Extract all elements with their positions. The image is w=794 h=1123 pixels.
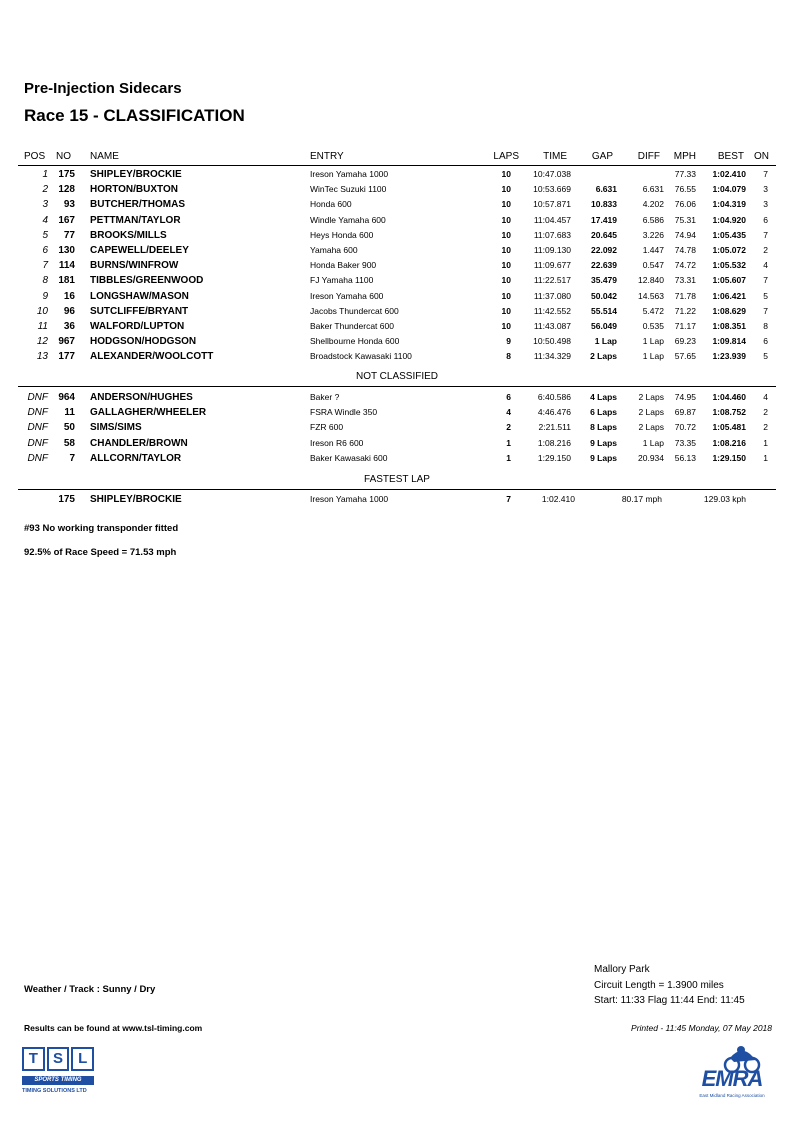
cell-on: 7 <box>763 305 768 316</box>
cell-pos: 13 <box>36 351 48 363</box>
cell-name: PETTMAN/TAYLOR <box>90 214 181 226</box>
cell-gap: 20.645 <box>591 229 617 240</box>
table-row <box>0 245 794 260</box>
cell-no: 7 <box>69 452 75 464</box>
cell-diff: 2 Laps <box>638 422 664 433</box>
race-times: Start: 11:33 Flag 11:44 End: 11:45 <box>594 995 745 1006</box>
cell-mph: 56.13 <box>674 452 696 463</box>
weather-track: Weather / Track : Sunny / Dry <box>24 984 156 995</box>
cell-diff: 0.547 <box>642 260 664 271</box>
cell-no: 50 <box>63 422 75 434</box>
cell-time: 11:43.087 <box>533 321 571 331</box>
cell-time: 6:40.586 <box>537 392 571 402</box>
cell-diff: 14.563 <box>638 290 664 301</box>
cell-on: 3 <box>763 199 768 210</box>
cell-time: 11:42.552 <box>533 305 571 316</box>
fastest-lap-kph: 129.03 kph <box>703 494 746 504</box>
cell-no: 96 <box>63 305 75 317</box>
cell-pos: DNF <box>27 392 48 403</box>
cell-laps: 1 <box>506 452 511 463</box>
cell-mph: 71.22 <box>674 305 696 316</box>
cell-time: 11:34.329 <box>533 351 571 362</box>
cell-entry: FSRA Windle 350 <box>310 407 378 418</box>
cell-laps: 10 <box>501 260 511 271</box>
cell-no: 175 <box>58 169 75 180</box>
cell-pos: 2 <box>42 184 48 196</box>
cell-entry: Baker Thundercat 600 <box>310 321 394 331</box>
cell-on: 3 <box>763 184 768 195</box>
header-time: TIME <box>543 151 567 162</box>
cell-pos: 11 <box>37 321 48 332</box>
cell-name: TIBBLES/GREENWOOD <box>90 275 204 287</box>
table-row <box>0 275 794 290</box>
cell-best: 1:04.079 <box>712 184 746 195</box>
table-row <box>0 260 794 275</box>
cell-name: HODGSON/HODGSON <box>90 336 197 348</box>
cell-mph: 75.31 <box>674 214 696 225</box>
venue: Mallory Park <box>594 964 650 975</box>
cell-gap: 22.092 <box>591 245 617 255</box>
cell-best: 1:05.481 <box>712 422 746 433</box>
cell-no: 167 <box>58 214 75 226</box>
cell-on: 4 <box>763 392 768 402</box>
cell-diff: 20.934 <box>638 452 664 463</box>
cell-entry: Baker Kawasaki 600 <box>310 452 388 463</box>
cell-pos: 12 <box>36 336 48 348</box>
cell-time: 11:04.457 <box>533 214 571 225</box>
cell-on: 2 <box>763 407 768 418</box>
cell-name: LONGSHAW/MASON <box>90 290 189 302</box>
cell-on: 2 <box>763 422 768 433</box>
cell-pos: 6 <box>42 245 48 256</box>
emra-wordmark: EMRA <box>701 1066 763 1091</box>
fastest-lap-no: 175 <box>58 494 75 505</box>
cell-best: 1:09.814 <box>712 336 746 347</box>
emra-logo <box>690 1044 774 1102</box>
cell-diff: 12.840 <box>638 275 664 286</box>
cell-laps: 10 <box>501 275 511 286</box>
cell-entry: WinTec Suzuki 1100 <box>310 184 387 195</box>
cell-name: BUTCHER/THOMAS <box>90 199 185 211</box>
cell-gap: 22.639 <box>591 260 617 271</box>
cell-laps: 6 <box>506 392 511 402</box>
cell-gap: 1 Lap <box>594 336 617 347</box>
cell-laps: 10 <box>501 305 511 316</box>
header-gap: GAP <box>591 151 613 162</box>
results-url[interactable]: Results can be found at www.tsl-timing.com <box>24 1023 203 1033</box>
cell-pos: DNF <box>27 452 48 464</box>
header-laps: LAPS <box>493 151 519 162</box>
race-speed-note: 92.5% of Race Speed = 71.53 mph <box>24 547 177 558</box>
fastest-lap-lap: 7 <box>506 494 511 504</box>
cell-no: 58 <box>63 437 75 449</box>
cell-name: SIMS/SIMS <box>90 422 142 434</box>
cell-best: 1:29.150 <box>712 452 746 463</box>
cell-best: 1:02.410 <box>712 169 746 179</box>
cell-on: 8 <box>763 321 768 331</box>
cell-laps: 10 <box>501 290 511 301</box>
cell-time: 1:29.150 <box>537 452 571 463</box>
cell-entry: Windle Yamaha 600 <box>310 214 386 225</box>
cell-no: 77 <box>63 229 75 241</box>
cell-gap: 6.631 <box>595 184 617 195</box>
cell-no: 964 <box>58 392 75 403</box>
fastest-lap-row <box>0 494 794 509</box>
cell-pos: DNF <box>27 422 48 434</box>
cell-on: 1 <box>763 452 768 463</box>
fastest-lap-name: SHIPLEY/BROCKIE <box>90 494 182 505</box>
page-subtitle: Race 15 - CLASSIFICATION <box>24 106 245 125</box>
cell-time: 11:09.130 <box>533 245 571 255</box>
cell-on: 7 <box>763 169 768 179</box>
cell-diff: 2 Laps <box>638 392 664 402</box>
cell-on: 6 <box>763 336 768 347</box>
cell-no: 114 <box>58 260 75 272</box>
cell-time: 11:37.080 <box>533 290 571 301</box>
cell-diff: 6.586 <box>642 214 664 225</box>
cell-time: 11:09.677 <box>533 260 571 271</box>
cell-name: GALLAGHER/WHEELER <box>90 407 207 419</box>
cell-pos: 5 <box>42 229 48 241</box>
tsl-letter-s: S <box>47 1047 70 1071</box>
cell-name: BURNS/WINFROW <box>90 260 179 272</box>
cell-entry: Honda Baker 900 <box>310 260 377 271</box>
cell-entry: Jacobs Thundercat 600 <box>310 305 399 316</box>
cell-name: ANDERSON/HUGHES <box>90 392 193 403</box>
fastest-lap-time: 1:02.410 <box>541 494 575 504</box>
cell-no: 967 <box>58 336 75 348</box>
table-row <box>0 336 794 351</box>
cell-mph: 76.06 <box>674 199 696 210</box>
header-entry: ENTRY <box>310 151 344 162</box>
cell-time: 10:53.669 <box>533 184 571 195</box>
page-title: Pre-Injection Sidecars <box>24 80 182 97</box>
printed-timestamp: Printed - 11:45 Monday, 07 May 2018 <box>631 1023 772 1033</box>
cell-pos: DNF <box>27 437 48 449</box>
cell-no: 177 <box>58 351 75 363</box>
cell-pos: 1 <box>42 169 48 180</box>
table-row <box>0 169 794 184</box>
cell-mph: 70.72 <box>674 422 696 433</box>
table-row <box>0 321 794 336</box>
cell-best: 1:04.460 <box>712 392 746 402</box>
cell-pos: 10 <box>36 305 48 317</box>
cell-laps: 10 <box>501 169 511 179</box>
cell-name: ALLCORN/TAYLOR <box>90 452 182 464</box>
cell-name: CHANDLER/BROWN <box>90 437 188 449</box>
cell-laps: 10 <box>501 184 511 195</box>
cell-pos: DNF <box>27 407 48 419</box>
cell-pos: 9 <box>42 290 48 302</box>
header-best: BEST <box>717 151 744 162</box>
tsl-letter-t: T <box>22 1047 45 1071</box>
cell-pos: 8 <box>42 275 48 287</box>
cell-name: HORTON/BUXTON <box>90 184 178 196</box>
fastest-lap-entry: Ireson Yamaha 1000 <box>310 494 389 504</box>
transponder-note: #93 No working transponder fitted <box>24 523 179 534</box>
cell-mph: 71.78 <box>674 290 696 301</box>
cell-gap: 17.419 <box>591 214 617 225</box>
cell-on: 7 <box>763 275 768 286</box>
header-mph: MPH <box>673 151 696 162</box>
cell-on: 2 <box>763 245 768 255</box>
header-rule <box>18 165 776 166</box>
cell-entry: Ireson R6 600 <box>310 437 364 448</box>
cell-name: SUTCLIFFE/BRYANT <box>90 305 189 317</box>
cell-gap: 10.833 <box>591 199 617 210</box>
cell-mph: 73.35 <box>674 437 696 448</box>
cell-name: CAPEWELL/DEELEY <box>90 245 189 256</box>
cell-time: 11:22.517 <box>533 275 571 286</box>
cell-gap: 55.514 <box>591 305 617 316</box>
header-diff: DIFF <box>637 151 660 162</box>
cell-mph: 57.65 <box>674 351 696 362</box>
cell-mph: 69.23 <box>674 336 696 347</box>
cell-time: 10:57.871 <box>533 199 571 210</box>
cell-mph: 74.72 <box>674 260 696 271</box>
cell-gap: 9 Laps <box>590 437 617 448</box>
cell-time: 1:08.216 <box>537 437 571 448</box>
cell-best: 1:05.435 <box>712 229 746 240</box>
cell-pos: 3 <box>42 199 48 211</box>
cell-time: 10:47.038 <box>533 169 571 179</box>
cell-entry: Baker ? <box>310 392 340 402</box>
cell-diff: 5.472 <box>642 305 664 316</box>
table-row <box>0 453 794 468</box>
cell-laps: 10 <box>501 321 511 331</box>
cell-entry: Yamaha 600 <box>310 245 358 255</box>
cell-laps: 2 <box>506 422 511 433</box>
cell-entry: Shellbourne Honda 600 <box>310 336 400 347</box>
header-pos: POS <box>24 151 46 162</box>
cell-best: 1:06.421 <box>712 290 746 301</box>
cell-gap: 4 Laps <box>590 392 617 402</box>
cell-gap: 2 Laps <box>590 351 617 362</box>
cell-pos: 4 <box>42 214 48 226</box>
cell-best: 1:08.752 <box>712 407 746 418</box>
cell-mph: 71.17 <box>674 321 696 331</box>
header-name: NAME <box>90 151 119 162</box>
cell-mph: 74.94 <box>674 229 696 240</box>
tsl-company: TIMING SOLUTIONS LTD <box>22 1088 87 1094</box>
cell-on: 5 <box>763 351 768 362</box>
header-no: NO <box>56 151 71 162</box>
cell-entry: FZR 600 <box>310 422 344 433</box>
cell-on: 4 <box>763 260 768 271</box>
cell-no: 181 <box>58 275 75 287</box>
cell-gap: 35.479 <box>591 275 617 286</box>
table-row <box>0 306 794 321</box>
cell-mph: 69.87 <box>674 407 696 418</box>
cell-diff: 0.535 <box>642 321 664 331</box>
table-row <box>0 422 794 437</box>
cell-best: 1:05.532 <box>712 260 746 271</box>
cell-entry: Ireson Yamaha 600 <box>310 290 384 301</box>
cell-gap: 6 Laps <box>590 407 617 418</box>
not-classified-heading: NOT CLASSIFIED <box>355 371 439 382</box>
cell-best: 1:04.319 <box>712 199 746 210</box>
cell-pos: 7 <box>42 260 48 272</box>
cell-diff: 1 Lap <box>642 336 664 347</box>
cell-gap: 56.049 <box>591 321 617 331</box>
cell-mph: 73.31 <box>674 275 696 286</box>
cell-entry: Honda 600 <box>310 199 352 210</box>
cell-no: 16 <box>63 290 75 302</box>
cell-laps: 4 <box>506 407 511 418</box>
emra-tagline: East Midland Racing Association <box>699 1093 765 1098</box>
cell-mph: 77.33 <box>674 169 696 179</box>
not-classified-rule <box>18 386 776 387</box>
cell-diff: 6.631 <box>642 184 664 195</box>
cell-best: 1:08.216 <box>712 437 746 448</box>
cell-on: 6 <box>763 214 768 225</box>
cell-on: 1 <box>763 437 768 448</box>
cell-gap: 9 Laps <box>590 452 617 463</box>
cell-time: 10:50.498 <box>533 336 571 347</box>
cell-entry: Broadstock Kawasaki 1100 <box>310 351 412 362</box>
table-row <box>0 230 794 245</box>
cell-no: 36 <box>63 321 75 332</box>
cell-mph: 76.55 <box>674 184 696 195</box>
cell-best: 1:08.351 <box>712 321 746 331</box>
cell-time: 11:07.683 <box>533 229 571 240</box>
cell-no: 130 <box>58 245 75 256</box>
cell-time: 2:21.511 <box>538 422 571 433</box>
cell-on: 7 <box>763 229 768 240</box>
table-row <box>0 351 794 366</box>
cell-diff: 2 Laps <box>638 407 664 418</box>
cell-name: BROOKS/MILLS <box>90 229 167 241</box>
cell-laps: 10 <box>501 214 511 225</box>
cell-diff: 3.226 <box>642 229 664 240</box>
cell-entry: FJ Yamaha 1100 <box>310 275 374 286</box>
cell-best: 1:04.920 <box>712 214 746 225</box>
tsl-letter-l: L <box>71 1047 94 1071</box>
fastest-lap-rule <box>18 489 776 490</box>
cell-mph: 74.95 <box>674 392 696 402</box>
cell-diff: 4.202 <box>642 199 664 210</box>
tsl-band: SPORTS TIMING <box>22 1076 94 1085</box>
cell-best: 1:08.629 <box>712 305 746 316</box>
cell-best: 1:05.072 <box>712 245 746 255</box>
table-row <box>0 184 794 199</box>
cell-entry: Ireson Yamaha 1000 <box>310 169 389 179</box>
cell-name: ALEXANDER/WOOLCOTT <box>90 351 214 363</box>
cell-laps: 10 <box>501 245 511 255</box>
cell-diff: 1 Lap <box>642 351 664 362</box>
cell-best: 1:05.607 <box>712 275 746 286</box>
cell-best: 1:23.939 <box>712 351 746 362</box>
cell-laps: 8 <box>506 351 511 362</box>
cell-name: SHIPLEY/BROCKIE <box>90 169 182 180</box>
table-row <box>0 291 794 306</box>
fastest-lap-mph: 80.17 mph <box>621 494 662 504</box>
cell-gap: 50.042 <box>591 290 617 301</box>
tsl-logo <box>22 1047 98 1097</box>
circuit-length: Circuit Length = 1.3900 miles <box>594 980 724 991</box>
cell-no: 93 <box>63 199 75 211</box>
cell-laps: 10 <box>501 229 511 240</box>
table-row <box>0 392 794 407</box>
table-row <box>0 438 794 453</box>
cell-laps: 9 <box>506 336 511 347</box>
fastest-lap-heading: FASTEST LAP <box>364 474 430 485</box>
table-row <box>0 407 794 422</box>
cell-gap: 8 Laps <box>590 422 617 433</box>
cell-laps: 10 <box>501 199 511 210</box>
header-on: ON <box>754 151 769 162</box>
table-row <box>0 215 794 230</box>
cell-on: 5 <box>763 290 768 301</box>
cell-diff: 1 Lap <box>642 437 664 448</box>
cell-time: 4:46.476 <box>537 407 571 418</box>
cell-name: WALFORD/LUPTON <box>90 321 185 332</box>
cell-diff: 1.447 <box>642 245 664 255</box>
cell-no: 128 <box>58 184 75 196</box>
cell-entry: Heys Honda 600 <box>310 229 374 240</box>
table-row <box>0 199 794 214</box>
cell-mph: 74.78 <box>674 245 696 255</box>
cell-laps: 1 <box>506 437 511 448</box>
cell-no: 11 <box>64 407 75 419</box>
